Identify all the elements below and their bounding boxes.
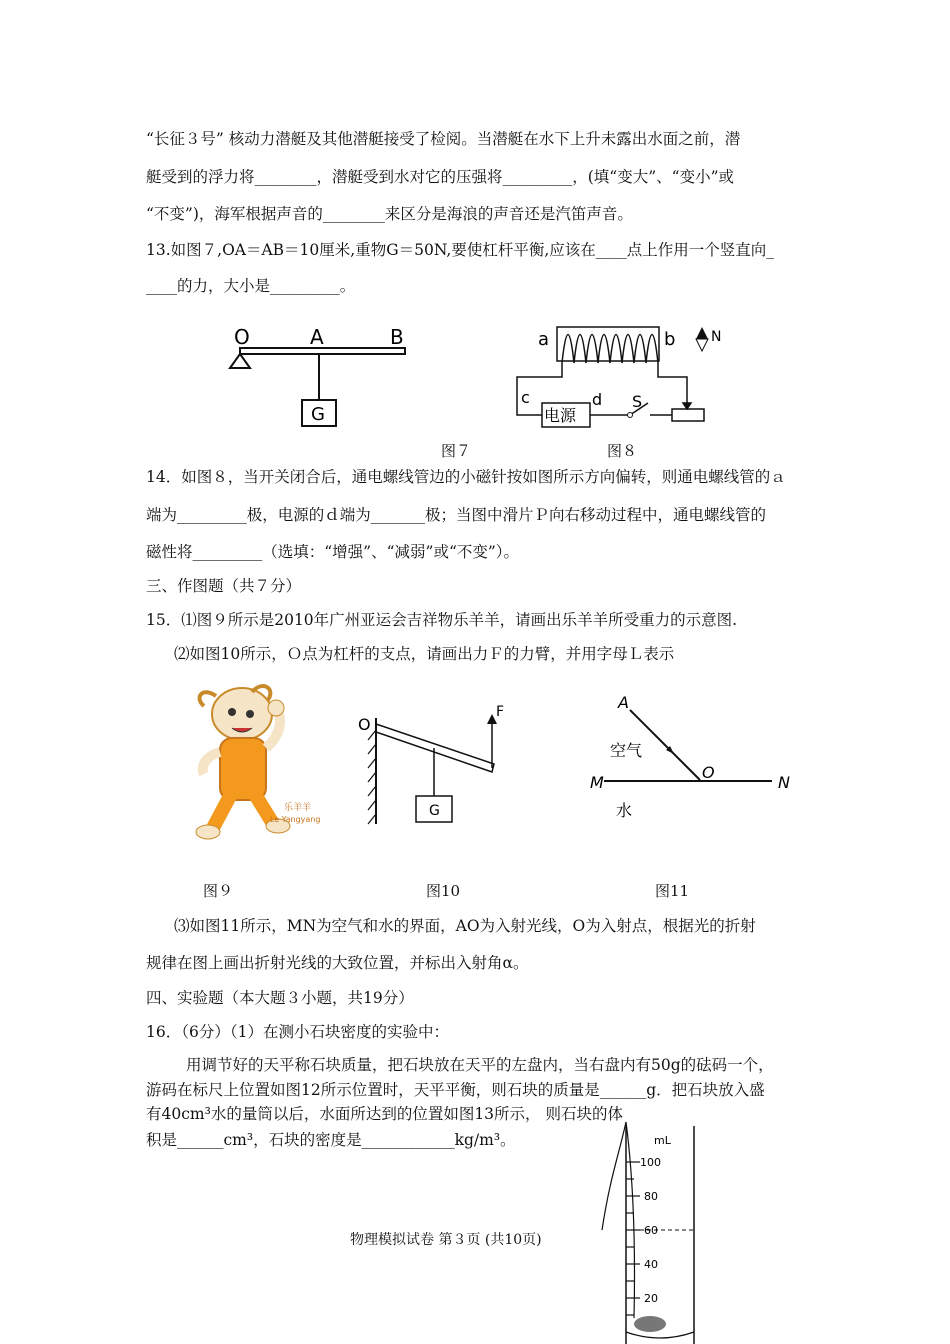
figure-8-solenoid (512, 315, 732, 433)
figure-7-lever (222, 318, 422, 430)
label-water: 水 (616, 801, 633, 820)
figure-10-lever (352, 700, 512, 826)
text-line: 端为_________极，电源的ｄ端为_______极；当图中滑片Ｐ向右移动过程中，通电螺线管的 (146, 506, 767, 524)
section-heading: 三、作图题（共７分） (146, 577, 302, 595)
caption-fig11: 图11 (655, 882, 690, 900)
caption-fig9: 图９ (203, 882, 234, 900)
mascot-name: 乐羊羊 (284, 803, 312, 813)
label-air: 空气 (610, 741, 643, 760)
label-O: O (702, 763, 715, 782)
section-heading: 四、实验题（本大题３小题，共19分） (146, 989, 414, 1007)
label-d: d (592, 390, 603, 409)
svg-text:G: G (429, 803, 440, 819)
unit-label: mL (654, 1134, 671, 1147)
tick-label: 20 (644, 1292, 658, 1305)
label-b: b (664, 329, 676, 350)
thread (602, 1122, 635, 1318)
svg-text:N: N (711, 329, 722, 345)
text-line: ____的力，大小是_________。 (146, 277, 356, 295)
tick-label: 40 (644, 1258, 658, 1271)
text-line: “长征３号” 核动力潜艇及其他潜艇接受了检阅。当潜艇在水下上升未露出水面之前，潜 (146, 130, 741, 148)
label-B: B (390, 325, 404, 349)
text-line: 用调节好的天平称石块质量，把石块放在天平的左盘内，当右盘内有50g的砝码一个， (186, 1056, 774, 1074)
figure-9-mascot (180, 676, 330, 844)
text-line: 有40cm³水的量筒以后，水面所达到的位置如图13所示， 则石块的体 (146, 1105, 623, 1123)
stone (634, 1316, 666, 1332)
fulcrum (230, 354, 250, 368)
text-line: 积是______cm³，石块的密度是____________kg/m³。 (146, 1131, 516, 1149)
tick-label: 100 (640, 1156, 661, 1169)
power-source: 电源 (544, 406, 577, 425)
text-line: 磁性将_________（选填：“增强”、“减弱”或“不变”）。 (146, 543, 520, 561)
figure-11-refraction (586, 690, 796, 824)
label-O: O (234, 325, 250, 349)
text-line: ⑶如图11所示，MN为空气和水的界面，AO为入射光线，O为入射点，根据光的折射 (174, 917, 756, 935)
text-line: ⑵如图10所示，Ｏ点为杠杆的支点，请画出力Ｆ的力臂，并用字母Ｌ表示 (174, 645, 675, 663)
text-line: “不变”)，海军根据声音的________来区分是海浪的声音还是汽笛声音。 (146, 205, 633, 223)
mascot-name-en: Le Yangyang (270, 815, 321, 824)
label-F: F (496, 704, 505, 720)
text-line: 规律在图上画出折射光线的大致位置，并标出入射角α。 (146, 954, 529, 972)
text-line: 游码在标尺上位置如图12所示位置时，天平平衡，则石块的质量是______g．把石块放入盛 (146, 1081, 765, 1099)
question-15: 15．⑴图９所示是2010年广州亚运会吉祥物乐羊羊，请画出乐羊羊所受重力的示意图. (146, 611, 738, 629)
page-footer: 物理模拟试卷 第３页 (共10页) (350, 1232, 542, 1248)
svg-text:G: G (311, 404, 325, 425)
label-M: M (590, 773, 604, 792)
label-A: A (310, 325, 324, 349)
question-14: 14．如图８，当开关闭合后，通电螺线管边的小磁针按如图所示方向偏转，则通电螺线管的ａ (146, 468, 786, 486)
tick-label: 60 (644, 1224, 658, 1237)
lever-bar (240, 348, 405, 354)
lever-bar (376, 724, 494, 772)
caption-fig7: 图７ (441, 442, 472, 460)
label-O: O (358, 715, 371, 734)
graduated-cylinder (590, 1118, 710, 1344)
caption-fig8: 图８ (607, 442, 638, 460)
text-line: 艇受到的浮力将________，潜艇受到水对它的压强将_________，(填“变大”、“变小”或 (146, 168, 734, 186)
tick-label: 80 (644, 1190, 658, 1203)
label-A: A (618, 693, 629, 712)
label-c: c (521, 388, 530, 407)
switch-S: S (632, 392, 643, 411)
label-N: N (778, 773, 790, 792)
caption-fig10: 图10 (426, 882, 461, 900)
compass-needle (696, 327, 708, 351)
question-13: 13.如图７,OA＝AB＝10厘米,重物G＝50N,要使杠杆平衡,应该在____点上作用一个竖直向_ (146, 241, 774, 259)
question-16: 16．（6分）（1）在测小石块密度的实验中： (146, 1023, 449, 1041)
label-a: a (538, 329, 550, 350)
